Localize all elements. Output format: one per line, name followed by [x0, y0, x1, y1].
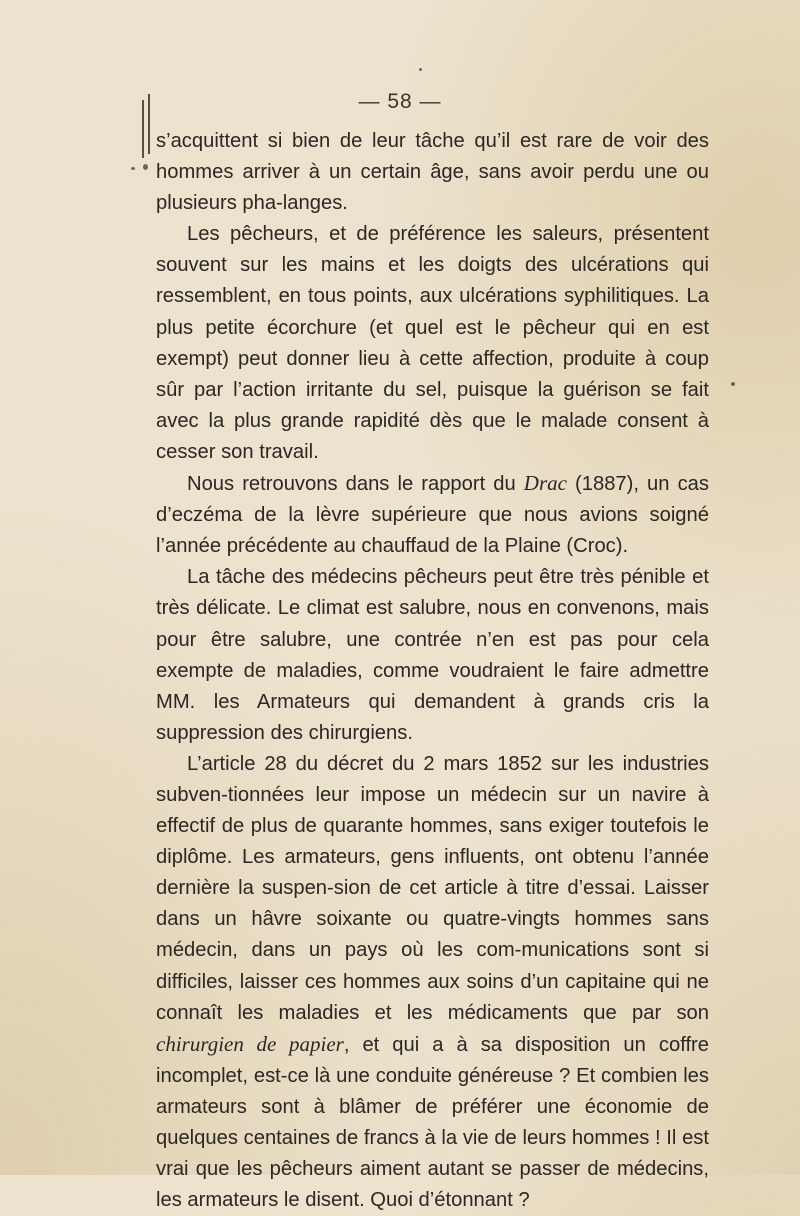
paragraph-p4: [156, 562, 709, 749]
ink-speck: [731, 382, 735, 386]
paragraph-text: Nous retrouvons dans le rapport du: [187, 473, 524, 496]
italic-text: chirurgien de papier: [156, 1031, 344, 1056]
paragraph-text: Les pêcheurs, et de préférence les saleurs, présentent souvent sur les mains et les doigts des ulcérations qui ressemblent, en tous points, aux ulcérations syphilitiques. La plus petite écorchure (et quel est le pêcheur qui en est exempt) peut donner lieu à cette affection, produite à coup sûr par l’action irritante du sel, puisque la guérison se fait avec la plus grande rapidité dès que le malade consent à cesser son travail.: [156, 223, 709, 463]
paragraph-p1: [156, 126, 709, 219]
italic-text: Drac: [523, 471, 567, 496]
paragraph-text: (1887), un cas d’eczéma de la lèvre supérieure que nous avions soigné l’année précédente au chauffaud de la Plaine (Croc).: [156, 473, 709, 558]
paragraph-p5: [156, 749, 709, 1216]
paragraph-text: s’acquittent si bien de leur tâche qu’il est rare de voir des hommes arriver à un certain âge, sans avoir perdu une ou plusieurs pha-langes.: [156, 130, 709, 215]
ink-speck: [419, 68, 422, 71]
paragraph-text: L’article 28 du décret du 2 mars 1852 sur les industries subven-tionnées leur impose un médecin sur un navire à effectif de plus de quarante hommes, sans exiger toutefois le diplôme. Les armateurs, gens influents, ont obtenu l’année dernière la suspen-sion de cet article à titre d’essai. Laisser dans un hâvre soixante ou quatre-vingts hommes sans médecin, dans un pays où les com-munications sont si difficiles, laisser ces hommes aux soins d’un capitaine qui ne connaît les maladies et les médicaments que par son: [156, 752, 709, 1024]
paragraph-text: La tâche des médecins pêcheurs peut être très pénible et très délicate. Le climat est salubre, nous en convenons, mais pour être salubre, une contrée n’en est pas pour cela exempte de maladies, comme voudraient le faire admettre MM. les Armateurs qui demandent à grands cris la suppression des chirurgiens.: [156, 566, 709, 744]
ink-speck: [143, 164, 148, 170]
page-number: — 58 —: [358, 90, 442, 113]
paragraph-p3: [156, 468, 709, 562]
paragraph-text: , et qui a à sa disposition un coffre incomplet, est-ce là une conduite généreuse ? Et combien les armateurs sont à blâmer de préférer une économie de quelques centaines de francs à la vie de leurs hommes ! Il est vrai que les pêcheurs aiment autant se passer de médecins, les armateurs le disent. Quoi d’étonnant ?: [156, 1033, 709, 1212]
body-text: [156, 126, 709, 1216]
paragraph-p2: [156, 219, 709, 468]
ink-speck: [131, 167, 135, 170]
